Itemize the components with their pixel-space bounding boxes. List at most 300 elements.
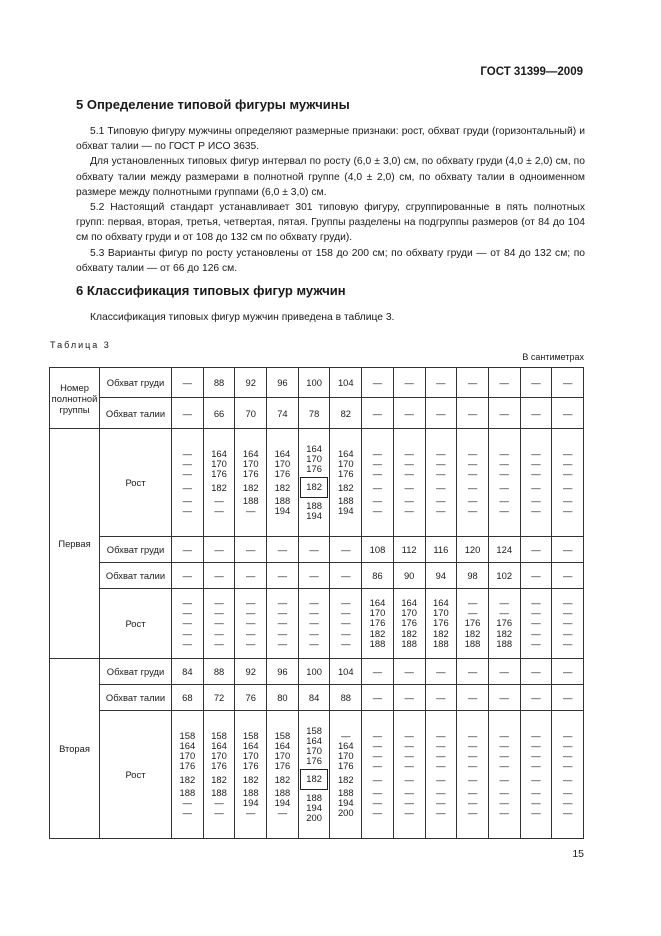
value: — — [436, 750, 446, 762]
value: 194 — [242, 796, 259, 808]
value: — — [182, 796, 193, 808]
table-cell: 86 — [362, 563, 394, 589]
value-stack — [299, 598, 330, 649]
value: — — [499, 796, 509, 808]
value: — — [499, 468, 509, 480]
value: 188 — [242, 494, 259, 506]
row-label: Рост — [100, 711, 172, 839]
value — [275, 483, 291, 493]
value: 158 — [211, 729, 227, 741]
value: — — [531, 468, 541, 480]
value-text: — — [467, 481, 478, 493]
value: — — [562, 627, 573, 639]
value: — — [436, 729, 446, 741]
value-stack — [394, 598, 425, 649]
value: — — [562, 504, 573, 516]
value: 176 — [464, 617, 481, 629]
table-cell: — — [298, 563, 330, 589]
table-row — [50, 711, 584, 839]
table-cell — [552, 711, 584, 839]
value-text: — — [436, 481, 446, 493]
table-cell: 98 — [457, 563, 489, 589]
value: 188 — [274, 786, 291, 798]
value: — — [467, 458, 478, 470]
value: — — [182, 617, 193, 629]
table-cell: — — [425, 398, 457, 429]
value: — — [309, 597, 319, 609]
value-stack — [172, 731, 203, 819]
table-cell: — — [393, 368, 425, 398]
value: — — [182, 597, 193, 609]
table-cell — [552, 429, 584, 537]
paragraph-5-2: 5.2 Настоящий стандарт устанавливает 301 типовую фигуру, сгруппированные в пять полнотных групп: первая, вторая, третья, четвертая, пятая. Группы разделены на подгруппы размеров (от 84 до 104 см по обхвату груди и от 108 до 132 см по обхвату груди). — [76, 202, 585, 244]
value: — — [531, 617, 541, 629]
value — [563, 483, 572, 493]
value: 164 — [337, 447, 354, 459]
value: — — [562, 468, 573, 480]
value: 200 — [306, 812, 322, 824]
value: — — [531, 807, 541, 819]
value-stack — [394, 449, 425, 516]
value: 188 — [179, 786, 196, 798]
table-cell: — — [267, 537, 299, 563]
value: — — [499, 607, 509, 619]
table-cell — [457, 711, 489, 839]
value: — — [562, 796, 573, 808]
value: 164 — [211, 447, 227, 459]
table-cell — [203, 429, 235, 537]
table-cell: — — [488, 398, 520, 429]
value: 170 — [337, 458, 354, 470]
value: — — [562, 739, 573, 751]
value: 194 — [337, 796, 354, 808]
value: — — [404, 504, 414, 516]
value: 170 — [179, 750, 196, 762]
value: 182 — [369, 627, 386, 639]
value: — — [436, 796, 446, 808]
value: 170 — [433, 607, 449, 619]
table-cell: — — [552, 659, 584, 685]
value — [500, 483, 509, 493]
row-label: Рост — [100, 429, 172, 537]
value — [180, 775, 196, 785]
table-cell: — — [362, 685, 394, 711]
value: 188 — [306, 791, 322, 803]
value: 164 — [274, 447, 291, 459]
value: — — [341, 617, 351, 629]
value — [468, 483, 477, 493]
value: — — [372, 504, 383, 516]
row-label: Рост — [100, 589, 172, 659]
table-cell: — — [298, 537, 330, 563]
table-cell: — — [330, 563, 362, 589]
table-cell: — — [457, 398, 489, 429]
value: — — [182, 458, 193, 470]
paragraph-5-1-intervals: Для установленных типовых фигур интервал по росту (6,0 ± 3,0) см, по обхвату груди (4,0 ± 2,0) см, по обхвату талии между размерами в полнотной группе (4,0 ± 2,0) см, по обхвату талии в одноименном размере между полнотными группами (6,0 ± 3,0) см. — [76, 156, 585, 198]
value: 182 — [496, 627, 513, 639]
value: — — [404, 468, 414, 480]
value: 164 — [306, 734, 322, 746]
value: — — [467, 786, 478, 798]
value: — — [372, 468, 383, 480]
table-cell: 104 — [330, 659, 362, 685]
value: — — [499, 597, 509, 609]
value: — — [436, 447, 446, 459]
table-cell: 104 — [330, 368, 362, 398]
value: — — [404, 786, 414, 798]
value: — — [182, 494, 193, 506]
value: 188 — [496, 637, 513, 649]
table-cell: — — [552, 563, 584, 589]
table-cell — [425, 429, 457, 537]
value-stack — [235, 449, 266, 516]
value: — — [562, 807, 573, 819]
table-cell: — — [203, 563, 235, 589]
value: 176 — [211, 760, 227, 772]
value: — — [531, 447, 541, 459]
table-cell: 72 — [203, 685, 235, 711]
table-cell — [172, 711, 204, 839]
value-stack — [457, 598, 488, 649]
value: 182 — [464, 627, 481, 639]
table-cell — [393, 429, 425, 537]
table-cell — [172, 429, 204, 537]
value: — — [214, 597, 224, 609]
table-cell — [235, 429, 267, 537]
value: — — [499, 786, 509, 798]
value: — — [404, 458, 414, 470]
paragraph-5-1: 5.1 Типовую фигуру мужчины определяют размерные признаки: рост, обхват груди (горизонтальный) и обхват талии — по ГОСТ Р ИСО 3635. — [76, 126, 585, 153]
value-stack — [489, 731, 520, 819]
value: 158 — [179, 729, 196, 741]
table-row — [50, 563, 584, 589]
value: — — [214, 807, 224, 819]
value-stack — [362, 449, 393, 516]
value: 170 — [369, 607, 386, 619]
value — [404, 483, 413, 493]
value: — — [562, 786, 573, 798]
table-cell: 120 — [457, 537, 489, 563]
table-cell: — — [457, 659, 489, 685]
table-cell: — — [520, 659, 552, 685]
value-stack — [235, 731, 266, 819]
value-text: 182 — [242, 773, 259, 785]
value-stack — [552, 449, 583, 516]
value: 194 — [274, 504, 291, 516]
row-label: Обхват груди — [100, 659, 172, 685]
table-cell: — — [172, 398, 204, 429]
value: — — [341, 637, 351, 649]
value: — — [467, 739, 478, 751]
value: — — [372, 760, 383, 772]
value: — — [214, 494, 224, 506]
value: — — [277, 617, 288, 629]
value-stack — [299, 444, 330, 521]
value: — — [467, 468, 478, 480]
value: — — [467, 796, 478, 808]
value: — — [372, 796, 383, 808]
table-cell: 88 — [203, 659, 235, 685]
value: 164 — [211, 739, 227, 751]
value: 176 — [433, 617, 449, 629]
value: — — [246, 617, 256, 629]
highlighted-value: 182 — [300, 477, 328, 497]
value — [563, 775, 572, 785]
value: 194 — [337, 504, 354, 516]
value-stack — [521, 449, 552, 516]
value — [243, 775, 259, 785]
value: — — [467, 447, 478, 459]
table-cell — [520, 711, 552, 839]
value: — — [436, 494, 446, 506]
value-text: 182 — [179, 773, 196, 785]
value — [300, 769, 328, 789]
value: — — [562, 760, 573, 772]
value: 164 — [274, 739, 291, 751]
table-cell: 84 — [172, 659, 204, 685]
table-cell: — — [330, 537, 362, 563]
value: 176 — [211, 468, 227, 480]
value-stack — [267, 598, 298, 649]
value: — — [404, 447, 414, 459]
value: — — [182, 637, 193, 649]
value: — — [531, 607, 541, 619]
value: 176 — [306, 755, 322, 767]
table-cell — [552, 589, 584, 659]
value: 188 — [401, 637, 417, 649]
value-text: 182 — [274, 481, 291, 493]
value-text: — — [531, 773, 541, 785]
table-cell: — — [488, 685, 520, 711]
value: 176 — [401, 617, 417, 629]
value: 176 — [242, 760, 259, 772]
table-cell: 92 — [235, 659, 267, 685]
value: — — [182, 607, 193, 619]
table-cell — [362, 589, 394, 659]
table-cell — [520, 589, 552, 659]
table-cell: 90 — [393, 563, 425, 589]
value-text: 182 — [337, 773, 354, 785]
table-cell: 124 — [488, 537, 520, 563]
row-label: Обхват талии — [100, 685, 172, 711]
table-cell: — — [393, 685, 425, 711]
value: — — [531, 458, 541, 470]
table-cell: — — [425, 685, 457, 711]
row-label: Обхват талии — [100, 563, 172, 589]
value — [373, 483, 382, 493]
value-stack — [204, 598, 235, 649]
value: — — [404, 750, 414, 762]
value: 176 — [179, 760, 196, 772]
value — [243, 483, 259, 493]
value: — — [246, 807, 256, 819]
table-cell: 108 — [362, 537, 394, 563]
table-cell: 100 — [298, 659, 330, 685]
table-row — [50, 659, 584, 685]
value: 188 — [369, 637, 386, 649]
table-cell — [298, 711, 330, 839]
value: 182 — [433, 627, 449, 639]
table-cell — [267, 711, 299, 839]
table-row — [50, 685, 584, 711]
highlighted-value: 182 — [300, 769, 328, 789]
value: — — [246, 607, 256, 619]
value-stack — [521, 598, 552, 649]
value — [338, 775, 354, 785]
value: — — [214, 617, 224, 629]
value — [211, 775, 227, 785]
value: — — [562, 597, 573, 609]
value: — — [309, 617, 319, 629]
value: — — [562, 447, 573, 459]
value: — — [182, 468, 193, 480]
table-cell: — — [362, 398, 394, 429]
section-5-title: 5 Определение типовой фигуры мужчины — [76, 97, 350, 112]
value: — — [372, 807, 383, 819]
value-stack — [552, 731, 583, 819]
value: 164 — [433, 597, 449, 609]
table-cell: — — [488, 368, 520, 398]
value: 170 — [337, 750, 354, 762]
value: — — [246, 597, 256, 609]
value: 170 — [306, 745, 322, 757]
table-row — [50, 398, 584, 429]
table-cell: 82 — [330, 398, 362, 429]
value-text: — — [499, 481, 509, 493]
table-cell — [425, 711, 457, 839]
row-label: Обхват талии — [100, 398, 172, 429]
value: — — [499, 504, 509, 516]
section-6-text — [76, 310, 585, 325]
value: — — [467, 607, 478, 619]
table-cell — [298, 589, 330, 659]
table-cell — [488, 429, 520, 537]
table-cell: 78 — [298, 398, 330, 429]
value-text: 182 — [211, 773, 227, 785]
table-cell — [267, 589, 299, 659]
value-stack — [394, 731, 425, 819]
table-cell — [235, 711, 267, 839]
value-stack — [330, 449, 361, 516]
table-row — [50, 589, 584, 659]
value: — — [341, 627, 351, 639]
value: — — [277, 607, 288, 619]
table-cell — [330, 589, 362, 659]
table-cell: 80 — [267, 685, 299, 711]
value: 164 — [401, 597, 417, 609]
value: 194 — [274, 796, 291, 808]
table-cell: — — [520, 685, 552, 711]
value: — — [467, 504, 478, 516]
value — [531, 775, 540, 785]
table-cell: — — [362, 368, 394, 398]
value-stack — [362, 598, 393, 649]
value: 194 — [306, 509, 322, 521]
value: 188 — [242, 786, 259, 798]
value: 176 — [274, 760, 291, 772]
table-cell: 74 — [267, 398, 299, 429]
value: — — [467, 494, 478, 506]
value: 170 — [401, 607, 417, 619]
table-cell: 100 — [298, 368, 330, 398]
value: — — [562, 607, 573, 619]
value: — — [436, 739, 446, 751]
group-number-header: Номер полнотной группы — [50, 368, 100, 429]
value: 176 — [496, 617, 513, 629]
table-cell: 92 — [235, 368, 267, 398]
value: — — [562, 458, 573, 470]
table-cell — [393, 711, 425, 839]
table-cell: 88 — [330, 685, 362, 711]
value: — — [499, 739, 509, 751]
table-cell — [488, 711, 520, 839]
value: — — [499, 729, 509, 741]
section-6-title: 6 Классификация типовых фигур мужчин — [76, 283, 346, 298]
table-cell — [235, 589, 267, 659]
value-stack — [426, 731, 457, 819]
paragraph-6-intro: Классификация типовых фигур мужчин приведена в таблице 3. — [90, 312, 395, 323]
value: — — [246, 637, 256, 649]
value: 164 — [306, 442, 322, 454]
value-stack — [204, 449, 235, 516]
table-cell: — — [172, 563, 204, 589]
table-cell: — — [267, 563, 299, 589]
table-row — [50, 429, 584, 537]
page-number: 15 — [572, 848, 584, 860]
table-cell — [457, 429, 489, 537]
value-stack — [426, 598, 457, 649]
value: — — [499, 458, 509, 470]
value: 176 — [242, 468, 259, 480]
table-cell — [457, 589, 489, 659]
value: — — [372, 750, 383, 762]
value — [500, 775, 509, 785]
value: — — [499, 760, 509, 772]
table-cell: 116 — [425, 537, 457, 563]
value-stack — [426, 449, 457, 516]
table-cell — [362, 711, 394, 839]
value-text: — — [372, 773, 383, 785]
table-cell — [488, 589, 520, 659]
value-stack — [457, 731, 488, 819]
value: — — [182, 807, 193, 819]
value: — — [372, 729, 383, 741]
value: — — [531, 739, 541, 751]
table-cell: — — [552, 537, 584, 563]
value: — — [341, 597, 351, 609]
value: — — [372, 786, 383, 798]
table-cell — [267, 429, 299, 537]
value — [436, 775, 445, 785]
row-label: Обхват груди — [100, 537, 172, 563]
value: — — [277, 637, 288, 649]
value: — — [531, 786, 541, 798]
value: — — [372, 494, 383, 506]
table-cell — [362, 429, 394, 537]
value-stack — [330, 731, 361, 819]
value: 176 — [306, 463, 322, 475]
value-text: — — [404, 481, 414, 493]
value: — — [562, 637, 573, 649]
value-stack — [204, 731, 235, 819]
value-stack — [172, 598, 203, 649]
value: — — [214, 627, 224, 639]
value: — — [309, 627, 319, 639]
value: — — [436, 458, 446, 470]
value: — — [372, 447, 383, 459]
value: 170 — [306, 453, 322, 465]
value: 188 — [274, 494, 291, 506]
